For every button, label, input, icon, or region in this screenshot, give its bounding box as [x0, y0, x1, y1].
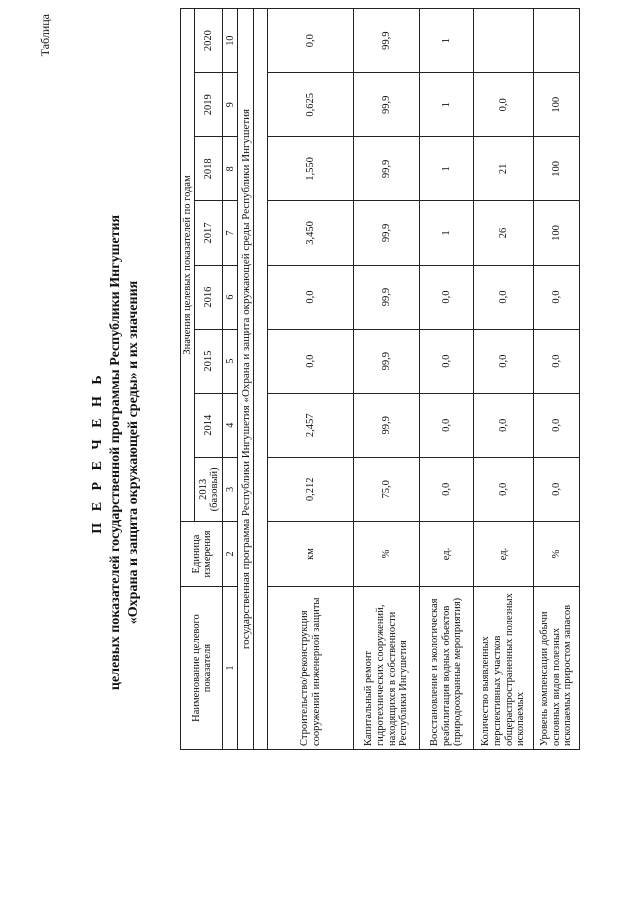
indicator-unit: км [268, 521, 354, 586]
column-number: 6 [223, 265, 238, 329]
column-numbers-row [223, 9, 238, 750]
indicator-name: Уровень компенсации добычи основных видов полезных ископаемых приростом запасов [534, 587, 580, 750]
indicator-value: 0,0 [268, 9, 354, 73]
indicator-value: 0,0 [420, 265, 474, 329]
indicator-value: 99,9 [354, 9, 420, 73]
program-row: государственная программа Республики Ингушетия «Охрана и защита окружающей среды Республики Ингушетия [238, 9, 254, 750]
indicator-value: 100 [534, 201, 580, 265]
indicator-value: 0,0 [268, 265, 354, 329]
indicator-value: 0,0 [420, 457, 474, 521]
indicator-value: 3,450 [268, 201, 354, 265]
indicator-value: 1 [420, 137, 474, 201]
column-number: 2 [223, 521, 238, 586]
indicator-value: 0,0 [534, 265, 580, 329]
table-row [268, 9, 354, 750]
indicator-unit: % [354, 521, 420, 586]
header-year: 2018 [195, 137, 223, 201]
doc-subtitle-2: «Охрана и защита окружающей среды» и их значения [126, 280, 141, 625]
indicator-name: Количество выявленных перспективных участков общераспространенных полезных ископаемых [474, 587, 534, 750]
indicator-value: 100 [534, 137, 580, 201]
indicator-value: 1 [420, 201, 474, 265]
column-number: 3 [223, 457, 238, 521]
indicator-value: 26 [474, 201, 534, 265]
header-year: 2016 [195, 265, 223, 329]
column-number: 1 [223, 587, 238, 750]
indicator-value: 1 [420, 73, 474, 137]
indicator-value: 0,212 [268, 457, 354, 521]
indicator-value: 100 [534, 73, 580, 137]
indicator-value: 99,9 [354, 329, 420, 393]
empty-row [254, 9, 268, 750]
doc-heading: П Е Р Е Ч Е Н Ь [90, 371, 105, 534]
indicator-name: Капитальный ремонт гидротехнических сооружений, находящихся в собственности Республики Ингушетия [354, 587, 420, 750]
column-number: 8 [223, 137, 238, 201]
indicator-name: Восстановление и экологическая реабилитация водных объектов (природоохранные мероприятия) [420, 587, 474, 750]
indicator-value: 1,550 [268, 137, 354, 201]
indicator-value: 0,0 [474, 329, 534, 393]
indicator-value: 99,9 [354, 201, 420, 265]
table-row [420, 9, 474, 750]
doc-subtitle-1: целевых показателей государственной программы Республики Ингушетия [108, 214, 123, 691]
indicator-value: 99,9 [354, 137, 420, 201]
indicator-value [474, 9, 534, 73]
indicator-value: 75,0 [354, 457, 420, 521]
data-rows [268, 9, 580, 750]
header-unit: Единица измерения [181, 521, 223, 586]
indicator-value: 21 [474, 137, 534, 201]
indicator-value: 0,0 [420, 329, 474, 393]
header-year: 2020 [195, 9, 223, 73]
column-number: 10 [223, 9, 238, 73]
indicator-value: 99,9 [354, 393, 420, 457]
indicator-unit: ед. [420, 521, 474, 586]
indicator-value: 0,0 [474, 457, 534, 521]
header-year: 2014 [195, 393, 223, 457]
indicator-value: 2,457 [268, 393, 354, 457]
header-year: 2019 [195, 73, 223, 137]
header-year: 2017 [195, 201, 223, 265]
indicator-value: 0,0 [268, 329, 354, 393]
column-number: 5 [223, 329, 238, 393]
indicator-name: Строительство/реконструкция сооружений инженерной защиты [268, 587, 354, 750]
header-year: 2013 (базовый) [195, 457, 223, 521]
table-row [354, 9, 420, 750]
indicator-value: 0,0 [534, 393, 580, 457]
column-number: 7 [223, 201, 238, 265]
table-row [474, 9, 534, 750]
header-values-group: Значения целевых показателей по годам [181, 9, 195, 522]
indicator-value: 0,0 [474, 73, 534, 137]
indicator-value: 99,9 [354, 73, 420, 137]
indicators-table [180, 8, 580, 750]
indicator-value [534, 9, 580, 73]
table-row [534, 9, 580, 750]
indicator-value: 0,0 [534, 329, 580, 393]
indicator-value: 0,0 [534, 457, 580, 521]
indicator-value: 0,0 [474, 393, 534, 457]
column-number: 9 [223, 73, 238, 137]
indicator-unit: ед. [474, 521, 534, 586]
indicator-value: 1 [420, 9, 474, 73]
header-year: 2015 [195, 329, 223, 393]
column-number: 4 [223, 393, 238, 457]
indicator-value: 0,0 [474, 265, 534, 329]
indicator-value: 99,9 [354, 265, 420, 329]
header-indicator-name: Наименование целевого показателя [181, 587, 223, 750]
indicator-value: 0,0 [420, 393, 474, 457]
table-label: Таблица [38, 14, 52, 57]
indicator-value: 0,625 [268, 73, 354, 137]
indicator-unit: % [534, 521, 580, 586]
